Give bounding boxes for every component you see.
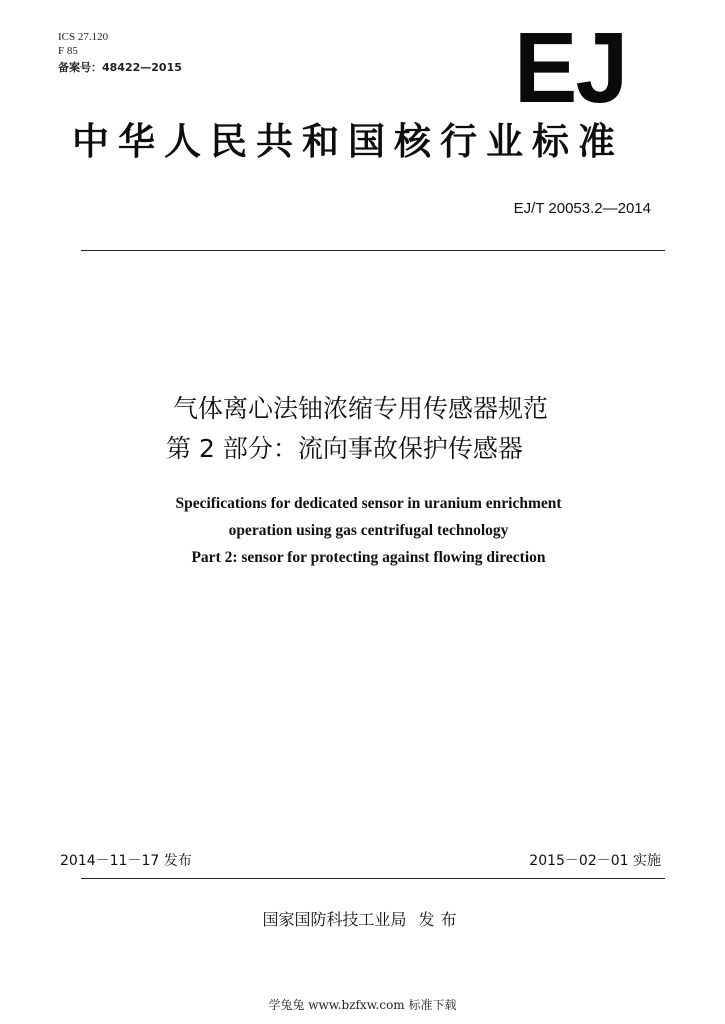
record-number: 备案号：48422—2015 xyxy=(58,61,182,74)
standard-title: 中华人民共和国核行业标准 xyxy=(72,120,624,163)
chinese-title-line2: 第 2 部分：流向事故保护传感器 xyxy=(166,434,523,463)
ics-code: ICS 27.120 xyxy=(58,31,109,43)
bottom-rule xyxy=(81,878,665,879)
standard-code: EJ/T 20053.2—2014 xyxy=(513,200,651,217)
publisher-verb: 发布 xyxy=(418,910,463,929)
english-title-line2: operation using gas centrifugal technology xyxy=(228,522,509,539)
implementation-date: 2015－02－01 实施 xyxy=(529,853,661,869)
ej-logo: EJ xyxy=(514,12,627,124)
english-title-line1: Specifications for dedicated sensor in uranium enrichment xyxy=(175,495,562,512)
footer-watermark[interactable]: 学兔兔 www.bzfxw.com 标准下载 xyxy=(268,998,457,1012)
chinese-title-line1: 气体离心法铀浓缩专用传感器规范 xyxy=(172,394,548,423)
publisher xyxy=(0,907,725,930)
english-title-line3: Part 2: sensor for protecting against flowing direction xyxy=(191,549,546,566)
issue-date: 2014－11－17 发布 xyxy=(60,853,192,869)
top-rule xyxy=(81,250,665,251)
publisher-name: 国家国防科技工业局 xyxy=(262,910,407,929)
classification-code: F 85 xyxy=(58,45,78,57)
